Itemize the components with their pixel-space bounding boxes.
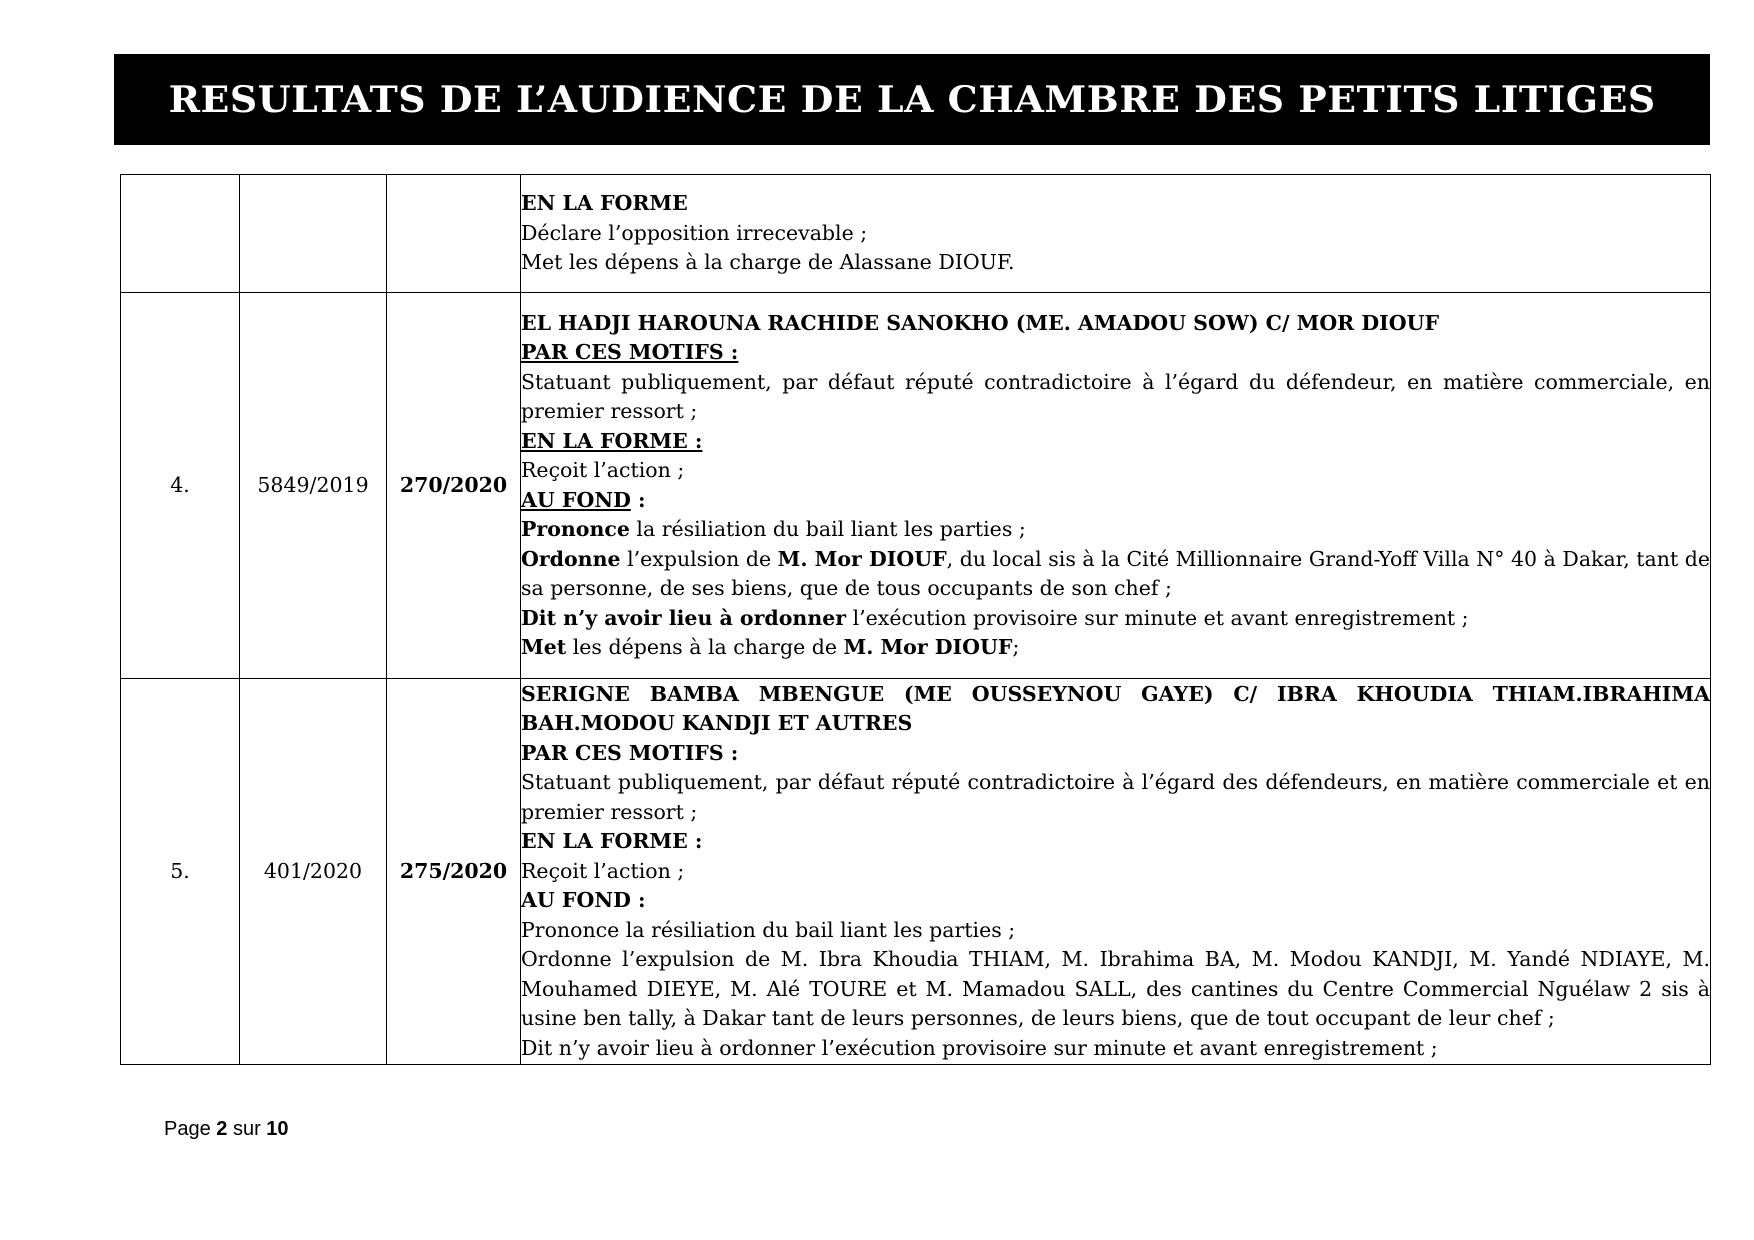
ruling-line: Ordonne l’expulsion de M. Ibra Khoudia THIAM, M. Ibrahima BA, M. Modou KANDJI, M. Yandé NDIAYE, M. Mouhamed DIEYE, M. Alé TOURE et M. Mamadou SALL, des cantines du Centre Commercial Nguélaw 2 sis à usine ben tally, à Dakar tant de leurs personnes, de leurs biens, que de tout occupant de leur chef ; (521, 947, 1710, 1031)
ruling-line: Déclare l’opposition irrecevable ; (521, 220, 868, 245)
ruling-text-cell (521, 175, 1711, 293)
section-title-forme: EN LA FORME (521, 191, 688, 216)
registry-number-cell: 5849/2019 (240, 293, 387, 679)
case-number-cell: 5. (121, 679, 240, 1065)
ruling-line (521, 515, 1710, 545)
table-row (121, 293, 1711, 679)
case-parties: EL HADJI HAROUNA RACHIDE SANOKHO (ME. AMADOU SOW) C/ MOR DIOUF (521, 310, 1440, 335)
ruling-line: Prononce la résiliation du bail liant les parties ; (521, 917, 1016, 942)
section-title-motifs: PAR CES MOTIFS : (521, 740, 739, 765)
page-total: 10 (266, 1118, 289, 1140)
ruling-text: l’expulsion de (620, 546, 778, 571)
ruling-text: l’exécution provisoire sur minute et avant enregistrement ; (846, 605, 1469, 630)
registry-number-cell: 401/2020 (240, 679, 387, 1065)
ruling-text: les dépens à la charge de (566, 635, 844, 659)
section-title-fond (521, 486, 1710, 516)
ruling-text: la résiliation du bail liant les parties ; (629, 517, 1026, 541)
page-footer (164, 1118, 289, 1141)
page-sur: sur (227, 1118, 267, 1140)
section-title-fond: AU FOND : (521, 888, 646, 913)
ruling-line: Statuant publiquement, par défaut réputé contradictoire à l’égard des défendeurs, en matière commerciale et en premier ressort ; (521, 770, 1710, 824)
ruling-text-cell (521, 679, 1711, 1065)
ruling-line: Statuant publiquement, par défaut réputé contradictoire à l’égard du défendeur, en matière commerciale, en premier ressort ; (521, 369, 1710, 423)
case-number-cell: 4. (121, 293, 240, 679)
ruling-keyword: Met (521, 635, 567, 659)
party-name: M. Mor DIOUF (777, 546, 947, 571)
decision-number-cell (387, 175, 521, 293)
page-current: 2 (216, 1118, 228, 1140)
fond-label: AU FOND (521, 487, 631, 512)
table-row (121, 175, 1711, 293)
ruling-keyword: Dit n’y avoir lieu à ordonner (521, 605, 847, 630)
ruling-text: , du local sis à la Cité Millionnaire Grand-Yoff Villa N° 40 à Dakar, tant de sa personne, de ses biens, que de tous occupants de son chef ; (521, 546, 1710, 600)
page-title: RESULTATS DE L’AUDIENCE DE LA CHAMBRE DES PETITS LITIGES (168, 78, 1656, 121)
ruling-keyword: Ordonne (521, 546, 621, 571)
decision-number-cell: 275/2020 (387, 679, 521, 1065)
ruling-line (521, 633, 1710, 663)
ruling-line: Reçoit l’action ; (521, 858, 685, 883)
header-banner (114, 54, 1710, 145)
fond-colon: : (630, 487, 646, 512)
table-row (121, 679, 1711, 1065)
section-title-forme: EN LA FORME : (521, 829, 703, 854)
case-parties: SERIGNE BAMBA MBENGUE (ME OUSSEYNOU GAYE) C/ IBRA KHOUDIA THIAM.IBRAHIMA BAH.MODOU KANDJI ET AUTRES (521, 681, 1710, 736)
section-title-motifs: PAR CES MOTIFS : (521, 340, 739, 364)
ruling-text-cell (521, 293, 1711, 679)
ruling-line (521, 604, 1710, 634)
page-label: Page (164, 1118, 217, 1140)
ruling-keyword: Prononce (521, 517, 630, 541)
ruling-text: ; (1012, 635, 1020, 659)
results-table (120, 174, 1711, 1065)
registry-number-cell (240, 175, 387, 293)
case-number-cell (121, 175, 240, 293)
ruling-line: Dit n’y avoir lieu à ordonner l’exécution provisoire sur minute et avant enregistrement ; (521, 1035, 1438, 1060)
decision-number-cell: 270/2020 (387, 293, 521, 679)
ruling-line (521, 545, 1710, 604)
party-name: M. Mor DIOUF (843, 635, 1013, 659)
ruling-line: Reçoit l’action ; (521, 458, 685, 482)
ruling-line: Met les dépens à la charge de Alassane DIOUF. (521, 250, 1015, 275)
section-title-forme: EN LA FORME : (521, 428, 703, 453)
